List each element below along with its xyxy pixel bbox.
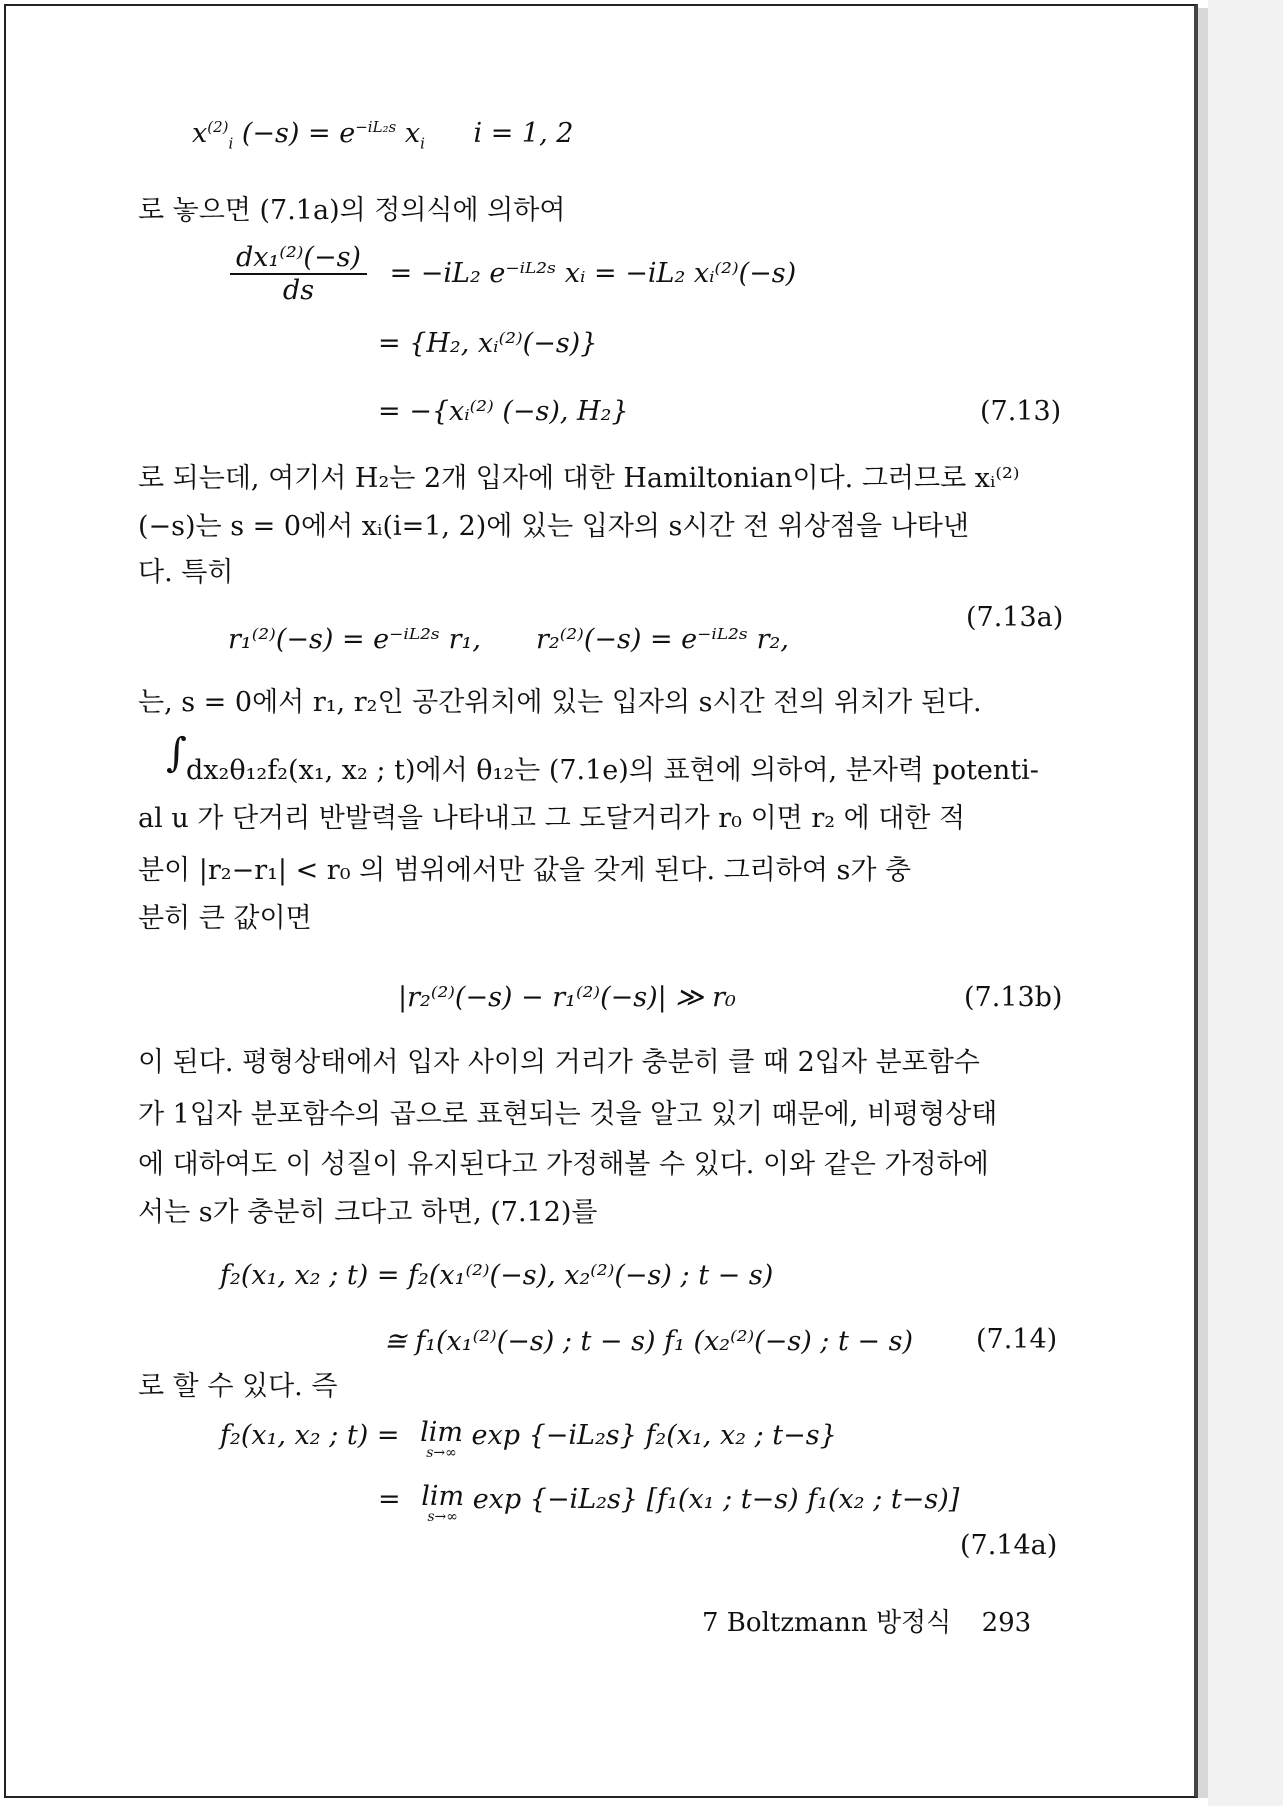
- eq-tag-7-13a: (7.13a): [966, 602, 1064, 633]
- equation-6-line-1: [220, 1417, 837, 1461]
- paragraph-5-line-1: 이 된다. 평형상태에서 입자 사이의 거리가 충분히 클 때 2입자 분포함수: [138, 1047, 980, 1078]
- paragraph-6: 로 할 수 있다. 즉: [138, 1371, 338, 1402]
- eq-tag-7-14: (7.14): [976, 1324, 1058, 1355]
- paragraph-4-line-1: dx₂θ₁₂f₂(x₁, x₂ ; t)에서 θ₁₂는 (7.1e)의 표현에 의하여, 분자력 potenti-: [186, 755, 1039, 786]
- limit-operator-1: [420, 1417, 463, 1461]
- paragraph-2-line-1: 로 되는데, 여기서 H₂는 2개 입자에 대한 Hamiltonian이다. 그러므로 xᵢ⁽²⁾: [138, 463, 1020, 494]
- eq6-equals: =: [378, 1484, 401, 1515]
- equation-1: [192, 118, 574, 153]
- eq2-rhs-3: = −{xᵢ⁽²⁾ (−s), H₂}: [378, 396, 629, 427]
- paragraph-4-line-3: 분이 |r₂−r₁| < r₀ 의 범위에서만 값을 갖게 된다. 그리하여 s가 충: [138, 855, 912, 886]
- equation-3b: r₂⁽²⁾(−s) = e⁻ⁱᴸ²ˢ r₂,: [536, 624, 789, 655]
- eq-tag-7-13b: (7.13b): [964, 982, 1063, 1013]
- paragraph-5-line-2: 가 1입자 분포함수의 곱으로 표현되는 것을 알고 있기 때문에, 비평형상태: [138, 1099, 998, 1130]
- fraction-denominator: ds: [282, 275, 315, 306]
- eq6-rhs-2: exp {−iL₂s} [f₁(x₁ ; t−s) f₁(x₂ ; t−s)]: [472, 1484, 960, 1515]
- book-page: [4, 4, 1198, 1798]
- paragraph-3: 는, s = 0에서 r₁, r₂인 공간위치에 있는 입자의 s시간 전의 위치가 된다.: [138, 687, 982, 718]
- limit-subscript: s→∞: [426, 1445, 457, 1461]
- eq1-sub: i: [228, 134, 234, 153]
- page-number: 293: [981, 1608, 1032, 1638]
- paragraph-4-line-2: al u 가 단거리 반발력을 나타내고 그 도달거리가 r₀ 이면 r₂ 에 대한 적: [138, 803, 966, 834]
- derivative-fraction: [230, 242, 367, 306]
- limit-label: lim: [421, 1481, 465, 1512]
- eq1-cond: i = 1, 2: [473, 118, 574, 149]
- paragraph-5-line-3: 에 대하여도 이 성질이 유지된다고 가정해볼 수 있다. 이와 같은 가정하에: [138, 1149, 989, 1180]
- limit-operator-2: [421, 1481, 465, 1525]
- equation-5-line-1: f₂(x₁, x₂ ; t) = f₂(x₁⁽²⁾(−s), x₂⁽²⁾(−s) ; t − s): [220, 1260, 774, 1291]
- page-footer: [702, 1602, 1031, 1639]
- eq1-sup: (2): [207, 118, 229, 136]
- eq2-rhs-1: = −iL₂ e⁻ⁱᴸ²ˢ xᵢ = −iL₂ xᵢ⁽²⁾(−s): [389, 257, 797, 289]
- page-edge: [1198, 8, 1208, 1798]
- limit-subscript: s→∞: [427, 1509, 458, 1525]
- equation-4: |r₂⁽²⁾(−s) − r₁⁽²⁾(−s)| ≫ r₀: [398, 982, 736, 1013]
- eq2-rhs-2: = {H₂, xᵢ⁽²⁾(−s)}: [378, 328, 598, 359]
- paragraph-5-line-4: 서는 s가 충분히 크다고 하면, (7.12)를: [138, 1197, 598, 1228]
- eq1-exp: −iL₂s: [355, 118, 397, 136]
- limit-label: lim: [420, 1417, 463, 1448]
- paragraph-1: 로 놓으면 (7.1a)의 정의식에 의하여: [138, 195, 566, 226]
- paragraph-2-line-3: 다. 특히: [138, 557, 234, 588]
- equation-5-line-2: ≅ f₁(x₁⁽²⁾(−s) ; t − s) f₁ (x₂⁽²⁾(−s) ; t − s): [384, 1326, 914, 1357]
- chapter-title: 7 Boltzmann 방정식: [702, 1608, 952, 1638]
- eq1-body: (−s) = e: [241, 118, 356, 149]
- integral-sign: ∫: [166, 730, 187, 776]
- eq6-rhs-1: exp {−iL₂s} f₂(x₁, x₂ ; t−s}: [471, 1420, 837, 1451]
- paragraph-4-line-4: 분히 큰 값이면: [138, 903, 312, 934]
- eq-tag-7-13: (7.13): [980, 396, 1062, 427]
- paragraph-2-line-2: (−s)는 s = 0에서 xᵢ(i=1, 2)에 있는 입자의 s시간 전 위상점을 나타낸: [138, 511, 969, 542]
- equation-3a: r₁⁽²⁾(−s) = e⁻ⁱᴸ²ˢ r₁,: [228, 624, 481, 655]
- eq1-rhssub: i: [420, 134, 425, 153]
- equation-6-line-2: [378, 1481, 960, 1525]
- fraction-numerator: dx₁⁽²⁾(−s): [230, 242, 367, 275]
- eq1-lhs: x: [192, 118, 208, 149]
- viewer-background: [1208, 0, 1283, 1806]
- eq-tag-7-14a: (7.14a): [960, 1530, 1058, 1561]
- eq6-lhs: f₂(x₁, x₂ ; t) =: [220, 1420, 400, 1451]
- eq1-rhs: x: [396, 118, 421, 149]
- equation-2: [230, 242, 796, 306]
